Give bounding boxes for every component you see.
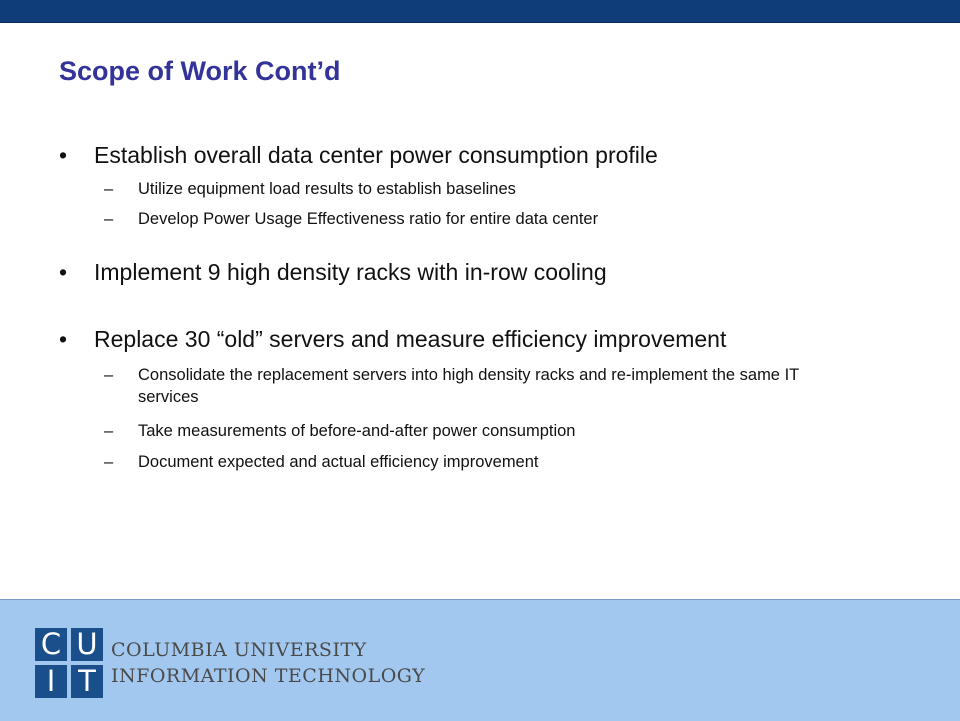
sub-bullet-text: Utilize equipment load results to establish baselines [138, 180, 516, 198]
top-bar [0, 0, 960, 23]
sub-bullet-text: Take measurements of before-and-after power consumption [138, 422, 576, 440]
bullet-text: Replace 30 “old” servers and measure efficiency improvement [94, 326, 727, 352]
slide-title: Scope of Work Cont’d [59, 56, 341, 86]
sub-bullet-marker: – [104, 422, 114, 440]
sub-bullet-item [104, 208, 864, 230]
footer-band [0, 599, 960, 721]
sub-bullet-item [104, 420, 864, 442]
logo-letter-c: C [35, 628, 67, 661]
logo-letter-u: U [71, 628, 103, 661]
logo-letter-t: T [71, 665, 103, 698]
sub-bullet-marker: – [104, 210, 114, 228]
bullet-text: Establish overall data center power consumption profile [94, 142, 658, 168]
cuit-logo [35, 628, 103, 698]
sub-bullet-item [104, 364, 849, 408]
logo-letter-i: I [35, 665, 67, 698]
sub-bullet-text: Develop Power Usage Effectiveness ratio for entire data center [138, 210, 599, 228]
sub-bullet-marker: – [104, 453, 114, 471]
bullet-marker: • [59, 142, 68, 168]
sub-bullet-item [104, 178, 864, 200]
sub-bullet-marker: – [104, 180, 114, 198]
sub-bullet-text: Document expected and actual efficiency improvement [138, 453, 539, 471]
sub-bullet-marker: – [104, 366, 114, 384]
org-name-line1: COLUMBIA UNIVERSITY [111, 639, 367, 661]
bullet-marker: • [59, 259, 68, 285]
bullet-marker: • [59, 326, 68, 352]
sub-bullet-item [104, 451, 864, 473]
sub-bullet-text: Consolidate the replacement servers into high density racks and re-implement the same IT services [138, 366, 799, 406]
org-name-line2: INFORMATION TECHNOLOGY [111, 665, 426, 687]
bullet-text: Implement 9 high density racks with in-row cooling [94, 259, 607, 285]
